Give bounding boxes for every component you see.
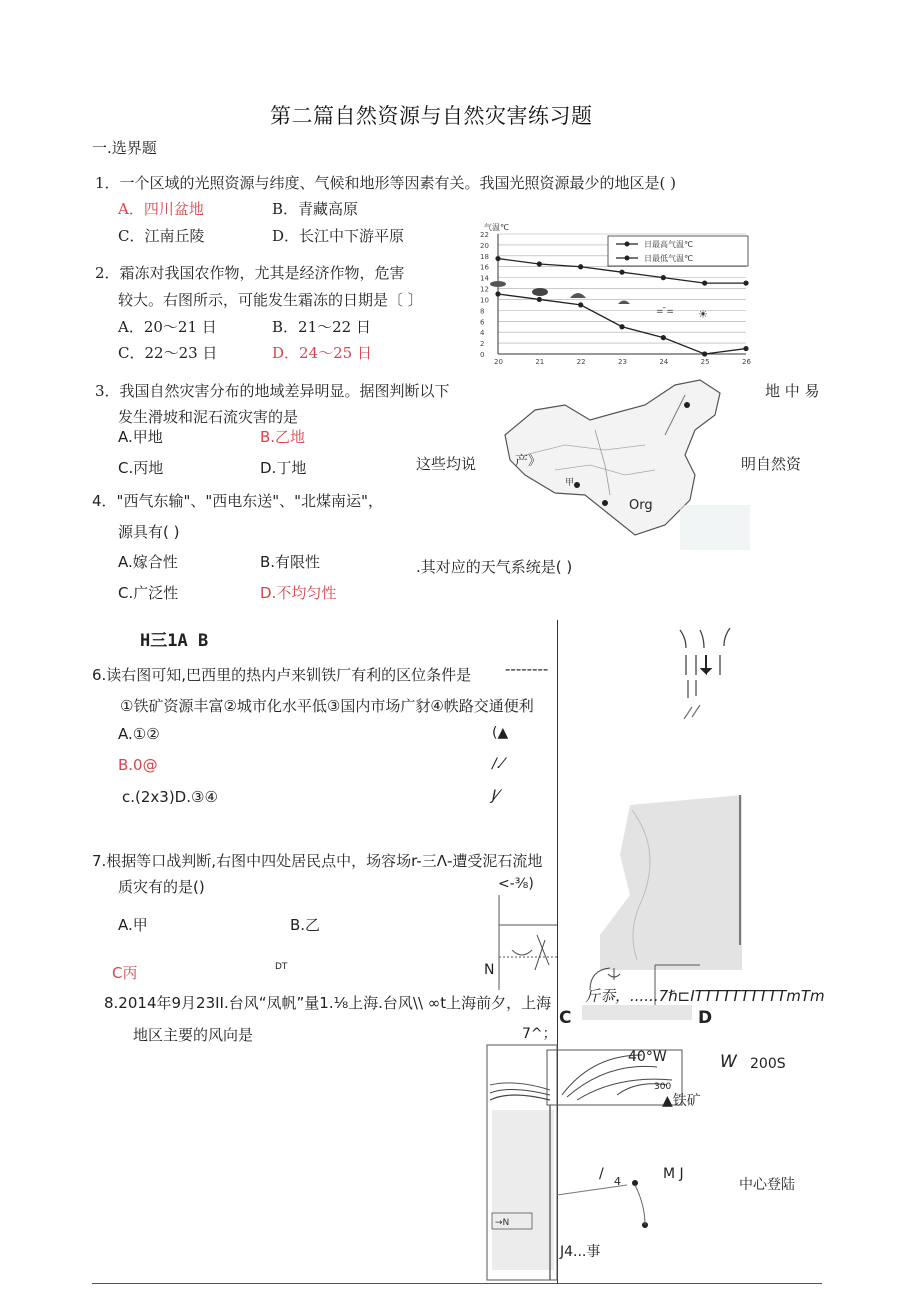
iron-mine-label: ▲铁矿 [662, 1093, 701, 1109]
q4-option-b: B.有限性 [260, 553, 321, 571]
q4-option-d: D.不均匀性 [260, 584, 337, 602]
q3-stem-line1: 3．我国自然灾害分布的地域差异明显。据图判断以下 [95, 382, 450, 400]
q4-fragment-right: 明自然资 [741, 455, 802, 473]
q3-stem-tail: 地 中 易 [765, 382, 820, 400]
north-arrow-label: →N [495, 1218, 510, 1228]
high-point [702, 280, 707, 285]
mj-label: M J [663, 1166, 684, 1182]
west-label: W [720, 1052, 737, 1072]
q8-option-c: C [559, 1008, 572, 1028]
x-tick-label: 25 [700, 358, 710, 366]
q2-option-b: B．21～22 日 [272, 318, 371, 336]
point-ding-marker [684, 402, 690, 408]
q6-dashes: -------- [505, 660, 549, 678]
high-point [619, 270, 624, 275]
contour-value-label: 300 [654, 1082, 672, 1092]
q6-conditions: ①铁矿资源丰富②城市化水平低③国内市场广豺④帙路交通便利 [120, 697, 534, 715]
q8-stem-line2: 地区主要的风向是 [133, 1026, 254, 1044]
q2-option-d: D．24～25 日 [272, 344, 372, 362]
q3-option-d: D.丁地 [260, 459, 307, 477]
map-label-org: Org [629, 498, 653, 513]
high-point [661, 275, 666, 280]
temperature-chart [478, 222, 768, 367]
y-tick-label: 16 [480, 263, 489, 272]
legend-label-low: 日最低气温℃ [644, 254, 693, 263]
latitude-label: 200S [750, 1056, 786, 1072]
bottom-label: J4...事 [560, 1244, 601, 1260]
y-tick-label: 6 [480, 318, 485, 327]
q8-fragment: 斤忝，......7ℏ⊏ITTTTTTTTTTmTm [585, 987, 825, 1005]
x-tick-label: 26 [742, 358, 751, 366]
q8-stem-line1: 8.2014年9月23II.台风“凤帆”量1.⅛上海.台风\\ ∞t上海前夕，上海 [104, 994, 552, 1012]
y-tick-label: 0 [480, 351, 485, 359]
chart-legend [608, 236, 748, 266]
x-tick-label: 22 [576, 358, 586, 366]
q6-option-a: A.①② [118, 725, 160, 743]
q4-stem-line1: 4．"西气东输"、"西电东送"、"北煤南运"， [92, 492, 383, 510]
section-heading: 一.选界题 [92, 139, 157, 157]
low-point [743, 346, 748, 351]
q7-north-label: N [484, 962, 495, 978]
q4-stem-line2: 源具有( ) [118, 523, 180, 541]
q2-option-c: C．22～23 日 [118, 344, 218, 362]
x-tick-label: 24 [659, 358, 669, 366]
bottom-rule [92, 1283, 822, 1284]
q7-stem-line1: 7.根据等口战判断,右图中四处居民点中，场容场r-三Λ-遭受泥石流地 [92, 852, 543, 870]
low-point [661, 335, 666, 340]
weather-cloud-icon [532, 288, 548, 296]
q3-option-c: C.丙地 [118, 459, 164, 477]
q6-option-b: B.0@ [118, 756, 158, 774]
high-point [495, 256, 500, 261]
low-point [702, 351, 707, 356]
q7-option-b: B.乙 [290, 916, 321, 934]
y-tick-label: 2 [480, 340, 485, 349]
q3-option-a: A.甲地 [118, 428, 163, 446]
q3-stem-line2: 发生滑坡和泥石流灾害的是 [118, 408, 299, 426]
y-axis-label: 气温℃ [484, 223, 509, 232]
map-label-yi: 产》 [515, 454, 542, 469]
q6-mark-2: /.⁄ [492, 756, 504, 772]
high-point [578, 264, 583, 269]
contour-map-figure [600, 795, 742, 970]
low-point [619, 324, 624, 329]
weather-rain-icon [490, 281, 506, 287]
y-tick-label: 14 [480, 274, 489, 283]
weather-cloud-icon [618, 301, 630, 305]
q1-option-d: D．长江中下游平原 [272, 227, 405, 245]
q1-stem: 1．一个区域的光照资源与纬度、气候和地形等因素有关。我国光照资源最少的地区是( ) [95, 174, 677, 192]
q1-option-a: A．四川盆地 [118, 200, 204, 218]
y-tick-label: 18 [480, 252, 489, 261]
map-label-jia: 甲 [565, 478, 575, 488]
q4-fragment-left: 这些均说 [416, 455, 477, 473]
x-tick-label: 20 [494, 358, 503, 366]
q1-option-b: B．青藏高原 [272, 200, 359, 218]
low-point [495, 291, 500, 296]
q6-option-cd: c.(2x3)D.③④ [122, 788, 218, 806]
q6-mark-1: (▲ [492, 725, 509, 741]
q5-fragment: .其对应的天气系统是( ) [416, 558, 573, 576]
y-tick-label: 20 [480, 241, 489, 250]
q7-option-d: DT [275, 962, 288, 972]
high-point [537, 261, 542, 266]
q2-stem-line2: 较大。右图所示，可能发生霜冻的日期是〔 〕 [118, 291, 423, 309]
y-tick-label: 12 [480, 285, 489, 294]
q7-stem-line2: 质灾有的是() [118, 878, 205, 896]
q6-mark-3: J⁄ [492, 788, 499, 804]
q2-option-a: A．20～21 日 [118, 318, 217, 336]
q1-option-c: C．江南丘陵 [118, 227, 205, 245]
number-label: 4 [614, 1175, 621, 1188]
q2-stem-line1: 2．霜冻对我国农作物，尤其是经济作物，危害 [95, 264, 405, 282]
q7-option-a: A.甲 [118, 916, 148, 934]
q3-option-b: B.乙地 [260, 428, 306, 446]
weather-wind-icon: = ̄= [656, 307, 674, 317]
q8-option-d: D [698, 1008, 713, 1028]
wind-arrows-figure [670, 625, 750, 745]
q7-fragment: <-⅜) [498, 876, 534, 892]
q5-options: H三1A B [140, 631, 209, 651]
q8-fragment-2: 7^； [522, 1026, 557, 1042]
q4-option-a: A.嫁合性 [118, 553, 178, 571]
q7-option-c: C丙 [112, 964, 138, 982]
x-tick-label: 23 [618, 358, 627, 366]
legend-label-high: 日最高气温℃ [644, 240, 693, 249]
low-point [578, 302, 583, 307]
point-bing-marker [602, 500, 608, 506]
slash-label: / [599, 1166, 604, 1182]
y-tick-label: 4 [480, 329, 485, 338]
q6-stem: 6.读右图可知,巴西里的热内卢来钏铁厂有利的区位条件是 [92, 666, 472, 684]
point-jia-marker [574, 482, 580, 488]
low-point [537, 297, 542, 302]
q4-option-c: C.广泛性 [118, 584, 179, 602]
high-point [743, 280, 748, 285]
page-title: 第二篇自然资源与自然灾害练习题 [270, 104, 593, 128]
y-tick-label: 22 [480, 231, 489, 239]
weather-cloud-icon [570, 293, 586, 298]
q7-contour-map [497, 895, 559, 990]
y-tick-label: 10 [480, 296, 489, 305]
arrow-down-icon [702, 655, 710, 673]
china-map [495, 375, 755, 560]
longitude-label: 40°W [628, 1049, 667, 1065]
y-tick-label: 8 [480, 307, 485, 316]
x-tick-label: 21 [535, 358, 545, 366]
weather-sun-icon: ☀ [698, 308, 708, 321]
landfall-label: 中心登陆 [739, 1177, 795, 1193]
